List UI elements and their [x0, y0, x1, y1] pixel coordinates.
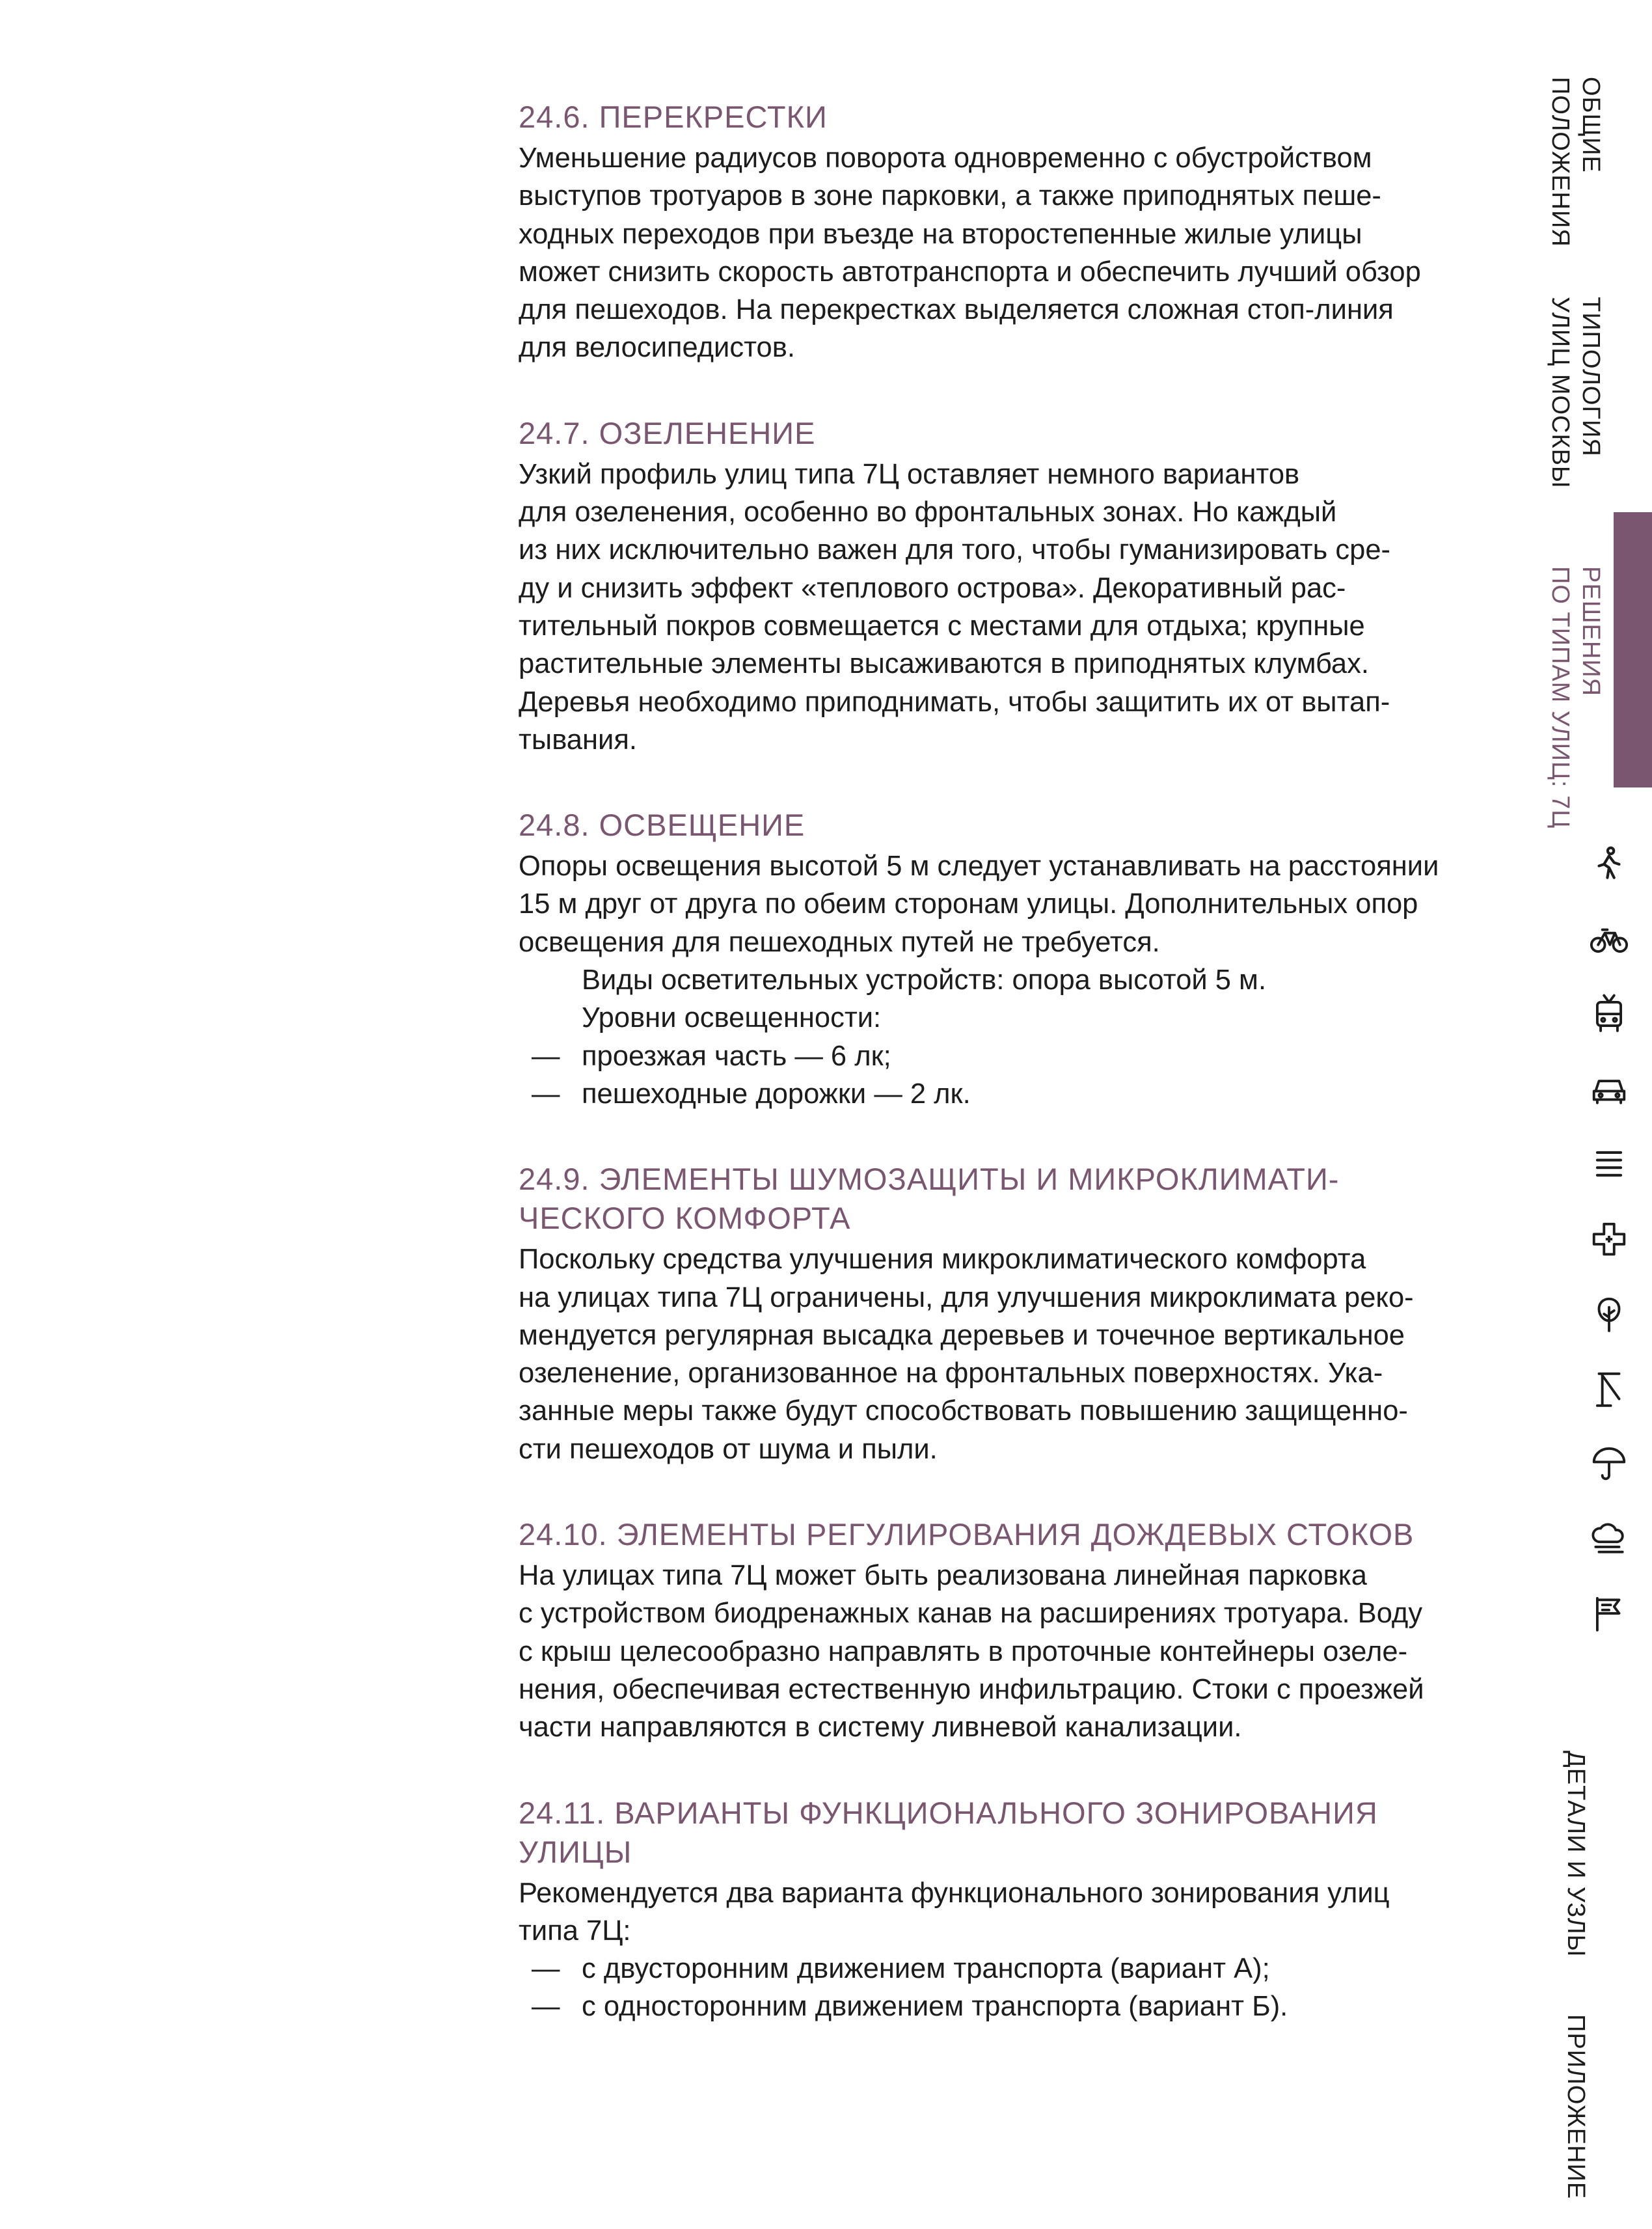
paragraph-line: ходных переходов при въезде на второстепенные жилые улицы [519, 218, 1362, 250]
nav-tab-solutions[interactable] [1545, 566, 1606, 828]
paragraph-line: Деревья необходимо приподнимать, чтобы защитить их от вытап- [519, 686, 1390, 718]
paragraph-line: тывания. [519, 724, 637, 756]
paragraph-line: для озеленения, особенно во фронтальных зонах. Но каждый [519, 497, 1337, 528]
section-heading [519, 1160, 1508, 1238]
tree-icon[interactable] [1589, 1294, 1629, 1334]
paragraph-line: ду и снизить эффект «теплового острова». Декоративный рас- [519, 572, 1346, 604]
paragraph-line: части направляются в систему ливневой канализации. [519, 1712, 1242, 1744]
paragraph-line: на улицах типа 7Ц ограничены, для улучшения микроклимата реко- [519, 1281, 1414, 1313]
nav-tab-line: ОБЩИЕ [1577, 77, 1605, 173]
section-heading [519, 1794, 1508, 1872]
paragraph-line: для велосипедистов. [519, 332, 795, 364]
trolleybus-icon[interactable] [1589, 994, 1629, 1034]
section-lighting [519, 806, 1508, 1113]
paragraph-line: Опоры освещения высотой 5 м следует устанавливать на расстоянии [519, 851, 1439, 882]
paragraph-line: тительный покров совмещается с местами для отдыха; крупные [519, 610, 1365, 642]
car-icon[interactable] [1589, 1069, 1629, 1110]
medical-cross-icon[interactable] [1589, 1219, 1629, 1259]
paragraph-line: с устройством биодренажных канав на расширениях тротуара. Воду [519, 1598, 1423, 1630]
list-marker: — [532, 1078, 560, 1110]
heading-line: 24.11. ВАРИАНТЫ ФУНКЦИОНАЛЬНОГО ЗОНИРОВАНИЯ [519, 1795, 1378, 1830]
paragraph-line: типа 7Ц: [519, 1915, 631, 1947]
nav-tab-general[interactable] [1545, 77, 1606, 247]
list-marker: — [532, 1991, 560, 2023]
layers-icon[interactable] [1589, 1144, 1629, 1184]
section-heading: 24.6. ПЕРЕКРЕСТКИ [519, 100, 828, 134]
nav-tab-line: УЛИЦ МОСКВЫ [1547, 297, 1574, 489]
paragraph-line: Рекомендуется два варианта функционального зонирования улиц [519, 1877, 1390, 1909]
paragraph-line: Узкий профиль улиц типа 7Ц оставляет немного вариантов [519, 458, 1300, 490]
indented-line: Уровни освещенности: [582, 1002, 882, 1034]
list-item [519, 1950, 1508, 1988]
heading-line: 24.9. ЭЛЕМЕНТЫ ШУМОЗАЩИТЫ И МИКРОКЛИМАТИ- [519, 1162, 1340, 1197]
main-content [519, 98, 1508, 2073]
heading-line: ЧЕСКОГО КОМФОРТА [519, 1201, 851, 1236]
list-marker: — [532, 1040, 560, 1072]
nav-tab-appendix[interactable] [1560, 2014, 1591, 2199]
paragraph-line: мендуется регулярная высадка деревьев и точечное вертикальное [519, 1319, 1405, 1351]
paragraph-line: нения, обеспечивая естественную инфильтрацию. Стоки с проезжей [519, 1673, 1424, 1705]
paragraph-line: Поскольку средства улучшения микроклиматического комфорта [519, 1244, 1366, 1276]
section-zoning [519, 1794, 1508, 2026]
paragraph-line: с крыш целесообразно направлять в проточные контейнеры озеле- [519, 1635, 1408, 1667]
nav-tab-details[interactable] [1560, 1751, 1591, 1957]
nav-tab-line: РЕШЕНИЯ [1577, 566, 1605, 697]
paragraph-line: растительные элементы высаживаются в приподнятых клумбах. [519, 648, 1369, 680]
list-item-text: пешеходные дорожки — 2 лк. [582, 1078, 971, 1110]
paragraph-line: освещения для пешеходных путей не требуется. [519, 926, 1160, 958]
paragraph-line: озеленение, организованное на фронтальных поверхностях. Ука- [519, 1358, 1383, 1389]
section-landscaping [519, 414, 1508, 759]
list-item [519, 1037, 1508, 1075]
section-heading: 24.10. ЭЛЕМЕНТЫ РЕГУЛИРОВАНИЯ ДОЖДЕВЫХ СТОКОВ [519, 1517, 1415, 1552]
section-noise-protection [519, 1160, 1508, 1468]
nav-tab-line: ДЕТАЛИ И УЗЛЫ [1562, 1751, 1590, 1958]
section-heading: 24.8. ОСВЕЩЕНИЕ [519, 808, 806, 843]
list-marker: — [532, 1953, 560, 1985]
rain-cloud-icon[interactable] [1589, 1518, 1629, 1559]
list-item [519, 1988, 1508, 2025]
dash-list [519, 1950, 1508, 2026]
paragraph-line: сти пешеходов от шума и пыли. [519, 1433, 938, 1465]
lamp-icon[interactable] [1589, 1369, 1629, 1409]
paragraph-line: занные меры также будут способствовать повышению защищенно- [519, 1395, 1408, 1427]
paragraph-line: для пешеходов. На перекрестках выделяется сложная стоп-линия [519, 294, 1394, 326]
list-item-text: с двусторонним движением транспорта (вариант А); [582, 1953, 1270, 1985]
section-heading: 24.7. ОЗЕЛЕНЕНИЕ [519, 415, 816, 450]
list-item-text: с односторонним движением транспорта (вариант Б). [582, 1991, 1288, 2023]
umbrella-icon[interactable] [1589, 1443, 1629, 1484]
paragraph-line: из них исключительно важен для того, чтобы гуманизировать сре- [519, 534, 1391, 566]
paragraph-line: Уменьшение радиусов поворота одновременно с обустройством [519, 143, 1372, 174]
paragraph-line: 15 м друг от друга по обеим сторонам улицы. Дополнительных опор [519, 888, 1418, 920]
paragraph-line: выступов тротуаров в зоне парковки, а также приподнятых пеше- [519, 180, 1381, 212]
list-item-text: проезжая часть — 6 лк; [582, 1040, 891, 1072]
section-intersections [519, 98, 1508, 367]
paragraph-line: На улицах типа 7Ц может быть реализована линейная парковка [519, 1560, 1367, 1592]
indented-line: Виды осветительных устройств: опора высотой 5 м. [582, 964, 1267, 996]
nav-tab-typology[interactable] [1545, 297, 1606, 489]
nav-tab-line: ТИПОЛОГИЯ [1577, 297, 1605, 457]
flag-icon[interactable] [1589, 1593, 1629, 1634]
nav-tab-line: ПРИЛОЖЕНИЕ [1562, 2014, 1590, 2200]
paragraph-line: может снизить скорость автотранспорта и обеспечить лучший обзор [519, 256, 1421, 288]
bicycle-icon[interactable] [1589, 920, 1629, 960]
heading-line: УЛИЦЫ [519, 1834, 632, 1869]
nav-tab-line: ПО ТИПАМ УЛИЦ: 7Ц [1547, 566, 1574, 829]
list-item [519, 1075, 1508, 1113]
nav-tab-line: ПОЛОЖЕНИЯ [1547, 77, 1574, 247]
active-tab-marker [1614, 512, 1652, 787]
dash-list [519, 1037, 1508, 1114]
section-stormwater [519, 1515, 1508, 1746]
pedestrian-icon[interactable] [1589, 844, 1629, 884]
